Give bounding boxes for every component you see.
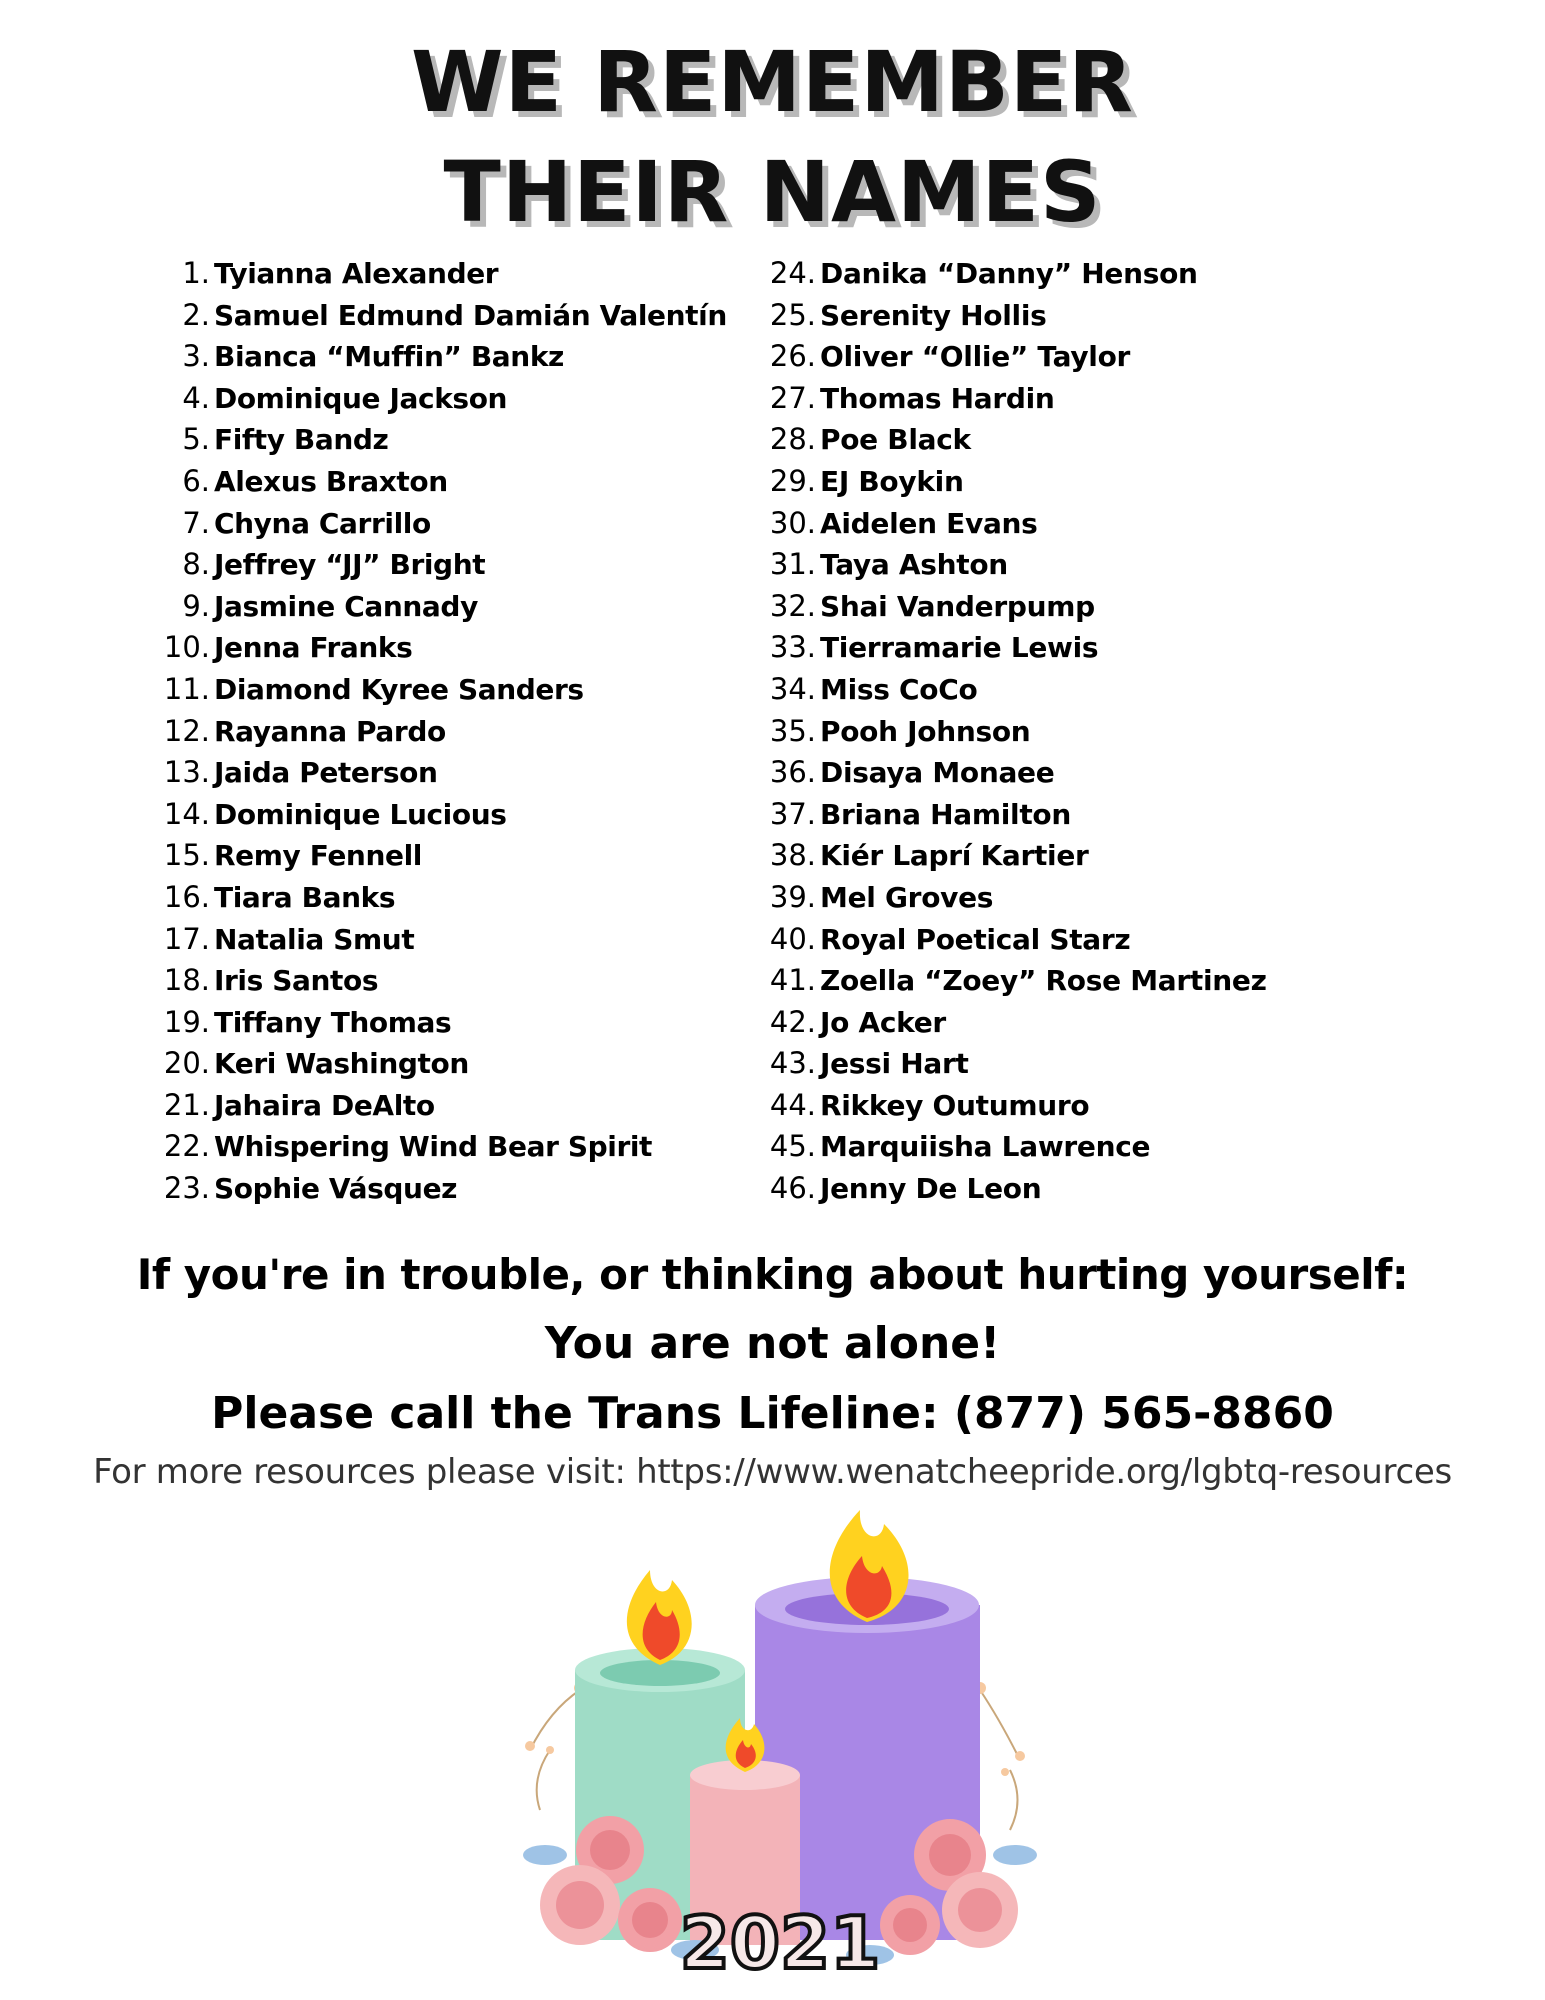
remembered-name: Disaya Monaee [820, 756, 1055, 790]
name-list-item [748, 336, 1267, 378]
remembered-name: Zoella “Zoey” Rose Martinez [820, 964, 1267, 998]
name-list-item [748, 503, 1267, 545]
name-list-item [748, 544, 1267, 586]
candles-with-flowers-icon [500, 1510, 1060, 1980]
list-number: 18. [163, 963, 210, 998]
remembered-name: Mel Groves [820, 880, 994, 914]
remembered-name: Tiffany Thomas [214, 1005, 452, 1039]
list-number: 21. [163, 1087, 210, 1122]
remembered-name: Jenny De Leon [820, 1172, 1042, 1206]
list-number: 43. [769, 1046, 816, 1081]
name-list-item [748, 295, 1267, 337]
remembered-name: Jasmine Cannady [214, 589, 478, 623]
name-list-item [748, 1002, 1267, 1044]
remembered-name: Briana Hamilton [820, 797, 1071, 831]
remembered-name: EJ Boykin [820, 464, 964, 498]
list-number: 39. [769, 879, 816, 914]
name-list-item [140, 1168, 727, 1210]
remembered-name: Fifty Bandz [214, 423, 389, 457]
list-number: 36. [769, 755, 816, 790]
remembered-name: Rayanna Pardo [214, 714, 446, 748]
list-number: 2. [182, 297, 210, 332]
remembered-name: Aidelen Evans [820, 506, 1038, 540]
list-number: 5. [182, 422, 210, 457]
name-list-item [140, 295, 727, 337]
name-list-item [748, 752, 1267, 794]
remembered-name: Dominique Jackson [214, 381, 508, 415]
name-list-item [748, 711, 1267, 753]
list-number: 30. [769, 505, 816, 540]
list-number: 11. [163, 671, 210, 706]
name-list-item [140, 336, 727, 378]
list-number: 13. [163, 755, 210, 790]
remembered-name: Jaida Peterson [214, 756, 438, 790]
remembered-name: Poe Black [820, 423, 971, 457]
remembered-name: Bianca “Muffin” Bankz [214, 340, 564, 374]
remembered-name: Thomas Hardin [820, 381, 1055, 415]
list-number: 3. [182, 339, 210, 374]
list-number: 12. [163, 713, 210, 748]
name-list-item [748, 378, 1267, 420]
list-number: 42. [769, 1004, 816, 1039]
list-number: 35. [769, 713, 816, 748]
trouble-message: If you're in trouble, or thinking about hurting yourself: [136, 1250, 1409, 1299]
remembered-name: Oliver “Ollie” Taylor [820, 340, 1131, 374]
list-number: 27. [769, 380, 816, 415]
list-number: 26. [769, 339, 816, 374]
remembered-name: Taya Ashton [820, 548, 1008, 582]
name-list-item [140, 794, 727, 836]
remembered-name: Samuel Edmund Damián Valentín [214, 298, 727, 332]
name-list-item [140, 919, 727, 961]
name-list-item [748, 1168, 1267, 1210]
list-number: 37. [769, 796, 816, 831]
remembered-name: Keri Washington [214, 1047, 469, 1081]
remembered-name: Serenity Hollis [820, 298, 1047, 332]
remembered-name: Jo Acker [820, 1005, 946, 1039]
remembered-name: Diamond Kyree Sanders [214, 672, 584, 706]
name-list-item [748, 919, 1267, 961]
remembered-name: Jeffrey “JJ” Bright [214, 548, 486, 582]
list-number: 31. [769, 547, 816, 582]
list-number: 23. [163, 1171, 210, 1206]
remembered-name: Sophie Vásquez [214, 1172, 458, 1206]
remembered-name: Iris Santos [214, 964, 379, 998]
names-column-right [748, 253, 1267, 1210]
name-list-item [140, 752, 727, 794]
not-alone-message: You are not alone! [544, 1318, 1001, 1369]
remembered-name: Dominique Lucious [214, 797, 507, 831]
name-list-item [140, 960, 727, 1002]
name-list-item [140, 378, 727, 420]
list-number: 19. [163, 1004, 210, 1039]
list-number: 24. [769, 256, 816, 290]
list-number: 7. [182, 505, 210, 540]
remembered-name: Tierramarie Lewis [820, 631, 1099, 665]
list-number: 41. [769, 963, 816, 998]
name-list-item [748, 1043, 1267, 1085]
resources-link-text: For more resources please visit: https://www.wenatcheepride.org/lgbtq-resources [93, 1452, 1452, 1492]
name-list-item [748, 253, 1267, 295]
list-number: 25. [769, 297, 816, 332]
list-number: 20. [163, 1046, 210, 1081]
list-number: 9. [182, 588, 210, 623]
list-number: 6. [182, 463, 210, 498]
name-list-item [140, 544, 727, 586]
name-list-item [748, 835, 1267, 877]
remembered-name: Tyianna Alexander [214, 257, 499, 290]
list-number: 46. [769, 1171, 816, 1206]
list-number: 28. [769, 422, 816, 457]
list-number: 16. [163, 879, 210, 914]
name-list-item [140, 586, 727, 628]
remembered-name: Whispering Wind Bear Spirit [214, 1130, 653, 1164]
remembered-name: Shai Vanderpump [820, 589, 1095, 623]
name-list-item [140, 877, 727, 919]
name-list-item [748, 461, 1267, 503]
list-number: 10. [163, 630, 210, 665]
remembered-name: Remy Fennell [214, 839, 422, 873]
list-number: 34. [769, 671, 816, 706]
list-number: 15. [163, 838, 210, 873]
remembered-name: Marquiisha Lawrence [820, 1130, 1151, 1164]
list-number: 45. [769, 1129, 816, 1164]
list-number: 33. [769, 630, 816, 665]
name-list-item [748, 1126, 1267, 1168]
remembered-name: Kiér Laprí Kartier [820, 839, 1089, 873]
list-number: 4. [182, 380, 210, 415]
title-line-1: WE REMEMBER [411, 33, 1134, 131]
name-list-item [140, 253, 727, 295]
name-list-item [140, 1085, 727, 1127]
list-number: 29. [769, 463, 816, 498]
name-list-item [140, 1043, 727, 1085]
name-list-item [140, 669, 727, 711]
name-list-item [140, 835, 727, 877]
name-list-item [748, 1085, 1267, 1127]
list-number: 17. [163, 921, 210, 956]
name-list-item [748, 586, 1267, 628]
list-number: 38. [769, 838, 816, 873]
remembered-name: Natalia Smut [214, 922, 415, 956]
name-list-item [140, 461, 727, 503]
list-number: 40. [769, 921, 816, 956]
remembered-name: Pooh Johnson [820, 714, 1031, 748]
list-number: 14. [163, 796, 210, 831]
remembered-name: Alexus Braxton [214, 464, 448, 498]
name-list-item [140, 627, 727, 669]
title-line-2: THEIR NAMES [443, 143, 1102, 241]
remembered-name: Tiara Banks [214, 880, 396, 914]
list-number: 44. [769, 1087, 816, 1122]
name-list-item [140, 1002, 727, 1044]
remembered-name: Chyna Carrillo [214, 506, 431, 540]
name-list-item [748, 419, 1267, 461]
remembered-name: Royal Poetical Starz [820, 922, 1131, 956]
year-label: 2021 [679, 1901, 881, 1980]
lifeline-message: Please call the Trans Lifeline: (877) 565-8860 [211, 1388, 1334, 1439]
list-number: 32. [769, 588, 816, 623]
name-list-item [748, 669, 1267, 711]
names-column-left [140, 253, 727, 1210]
remembered-name: Miss CoCo [820, 672, 978, 706]
remembered-name: Jessi Hart [820, 1047, 969, 1081]
list-number: 8. [182, 547, 210, 582]
name-list-item [748, 877, 1267, 919]
remembered-name: Jenna Franks [214, 631, 413, 665]
name-list-item [748, 960, 1267, 1002]
name-list-item [748, 627, 1267, 669]
remembered-name: Danika “Danny” Henson [820, 257, 1198, 290]
name-list-item [140, 419, 727, 461]
list-number: 22. [163, 1129, 210, 1164]
list-number: 1. [182, 256, 210, 290]
name-list-item [748, 794, 1267, 836]
remembered-name: Rikkey Outumuro [820, 1088, 1090, 1122]
name-list-item [140, 711, 727, 753]
name-list-item [140, 503, 727, 545]
name-list-item [140, 1126, 727, 1168]
remembered-name: Jahaira DeAlto [214, 1088, 435, 1122]
